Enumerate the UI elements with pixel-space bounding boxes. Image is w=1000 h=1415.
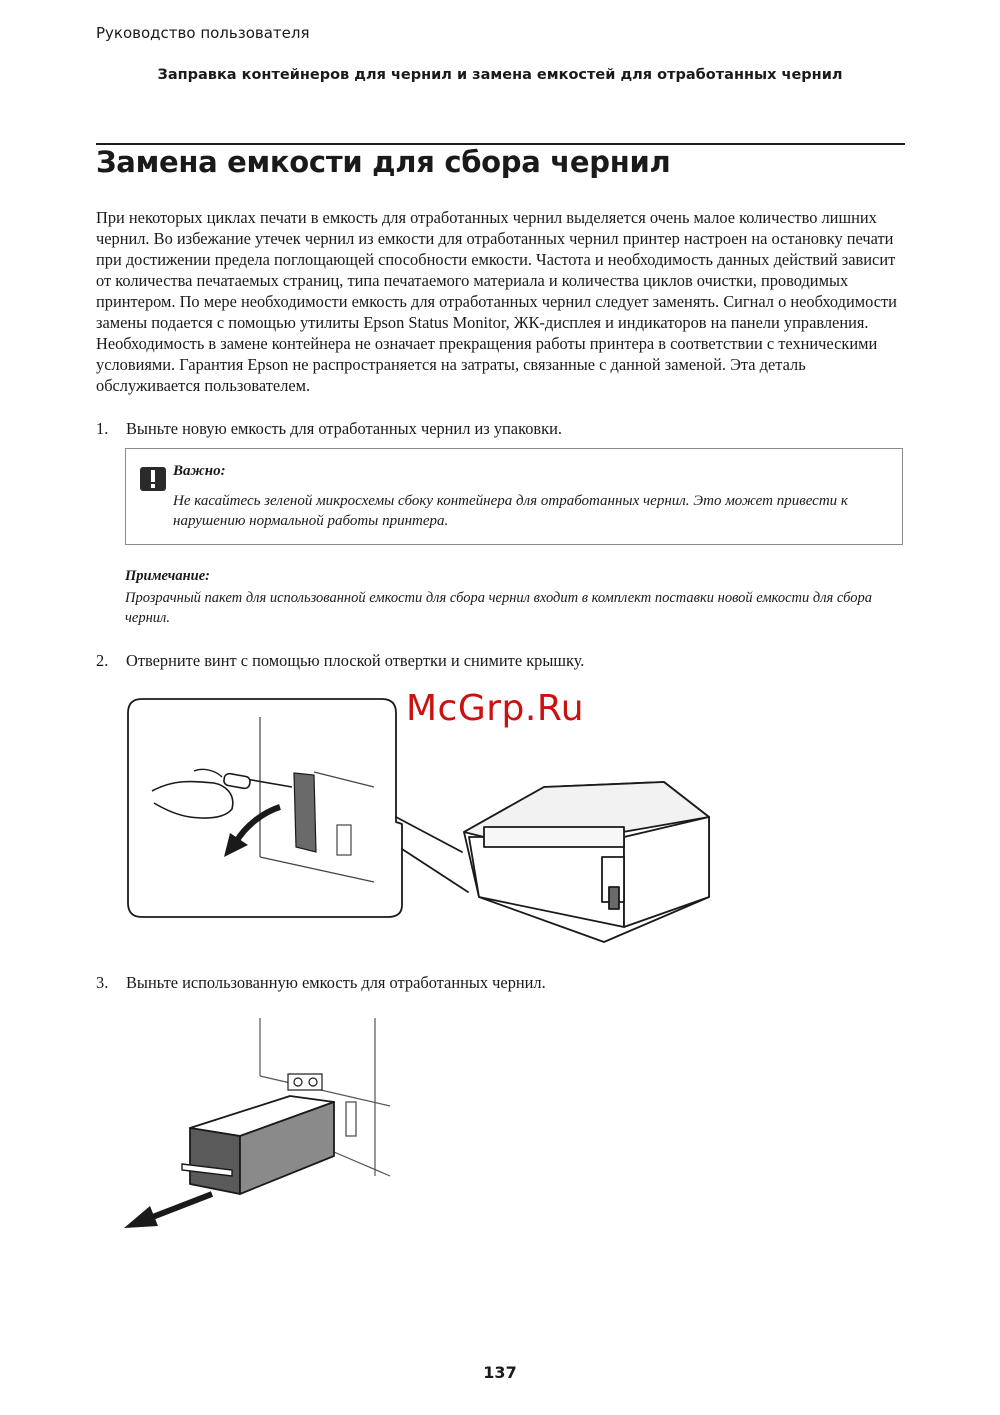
rotate-arrow [236, 807, 280, 842]
watermark: McGrp.Ru [406, 688, 585, 729]
printer-body [464, 782, 709, 942]
cover-plate [294, 773, 316, 852]
arrow-head [124, 1206, 158, 1228]
step-number: 1. [96, 419, 109, 438]
step-3 [96, 972, 546, 993]
step-text: Выньте новую емкость для отработанных чернил из упаковки. [126, 419, 562, 438]
maintenance-box [190, 1096, 334, 1194]
step-1 [96, 418, 562, 439]
warning-icon [140, 467, 166, 491]
important-label: Важно: [173, 463, 226, 479]
step-number: 2. [96, 651, 109, 670]
section-header: Заправка контейнеров для чернил и замена емкостей для отработанных чернил [157, 67, 843, 83]
callout-line [402, 849, 468, 892]
page-title: Замена емкости для сбора чернил [96, 145, 671, 179]
maintenance-box-illustration [120, 1016, 420, 1236]
pull-arrow [150, 1194, 212, 1218]
slot-marking [337, 825, 351, 855]
intro-paragraph: При некоторых циклах печати в емкость для отработанных чернил выделяется очень малое количество лишних чернил. Во избежание утечек чернил из емкости для отработанных чернил принтер настроен на остановку печати при достижении предела поглощающей способности емкости. Частота и необходимость данных действий зависит от количества печатаемых страниц, типа печатаемого материала и количества циклов очистки, проводимых принтером. По мере необходимости емкость для отработанных чернил следует заменять. Сигнал о необходимости замены подается с помощью утилиты Epson Status Monitor, ЖК-дисплея и индикаторов на панели управления. Необходимость в замене контейнера не означает прекращения работы принтера в соответствии с техническими условиями. Гарантия Epson не распространяется на затраты, связанные с данной заменой. Эта деталь обслуживается пользователем. [96, 208, 897, 395]
step-number: 3. [96, 973, 109, 992]
printer-side-panel [260, 717, 374, 882]
note-text: Прозрачный пакет для использованной емкости для сбора чернил входит в комплект поставки новой емкости для сбора чернил. [125, 590, 873, 626]
page-number: 137 [483, 1363, 517, 1382]
slot-marking [346, 1102, 356, 1136]
hand [152, 781, 233, 818]
important-callout [125, 448, 903, 545]
cover-removal-illustration [124, 697, 724, 947]
step-text: Выньте использованную емкость для отработанных чернил. [126, 973, 546, 992]
manual-title: Руководство пользователя [96, 24, 310, 42]
important-text: Не касайтесь зеленой микросхемы сбоку контейнера для отработанных чернил. Это может привести к нарушению нормальной работы принтера. [173, 493, 848, 529]
screwdriver [223, 773, 292, 789]
step-2 [96, 650, 584, 671]
note-label: Примечание: [125, 568, 211, 584]
callout-line [396, 817, 462, 852]
step-text: Отверните винт с помощью плоской отвертки и снимите крышку. [126, 651, 585, 670]
